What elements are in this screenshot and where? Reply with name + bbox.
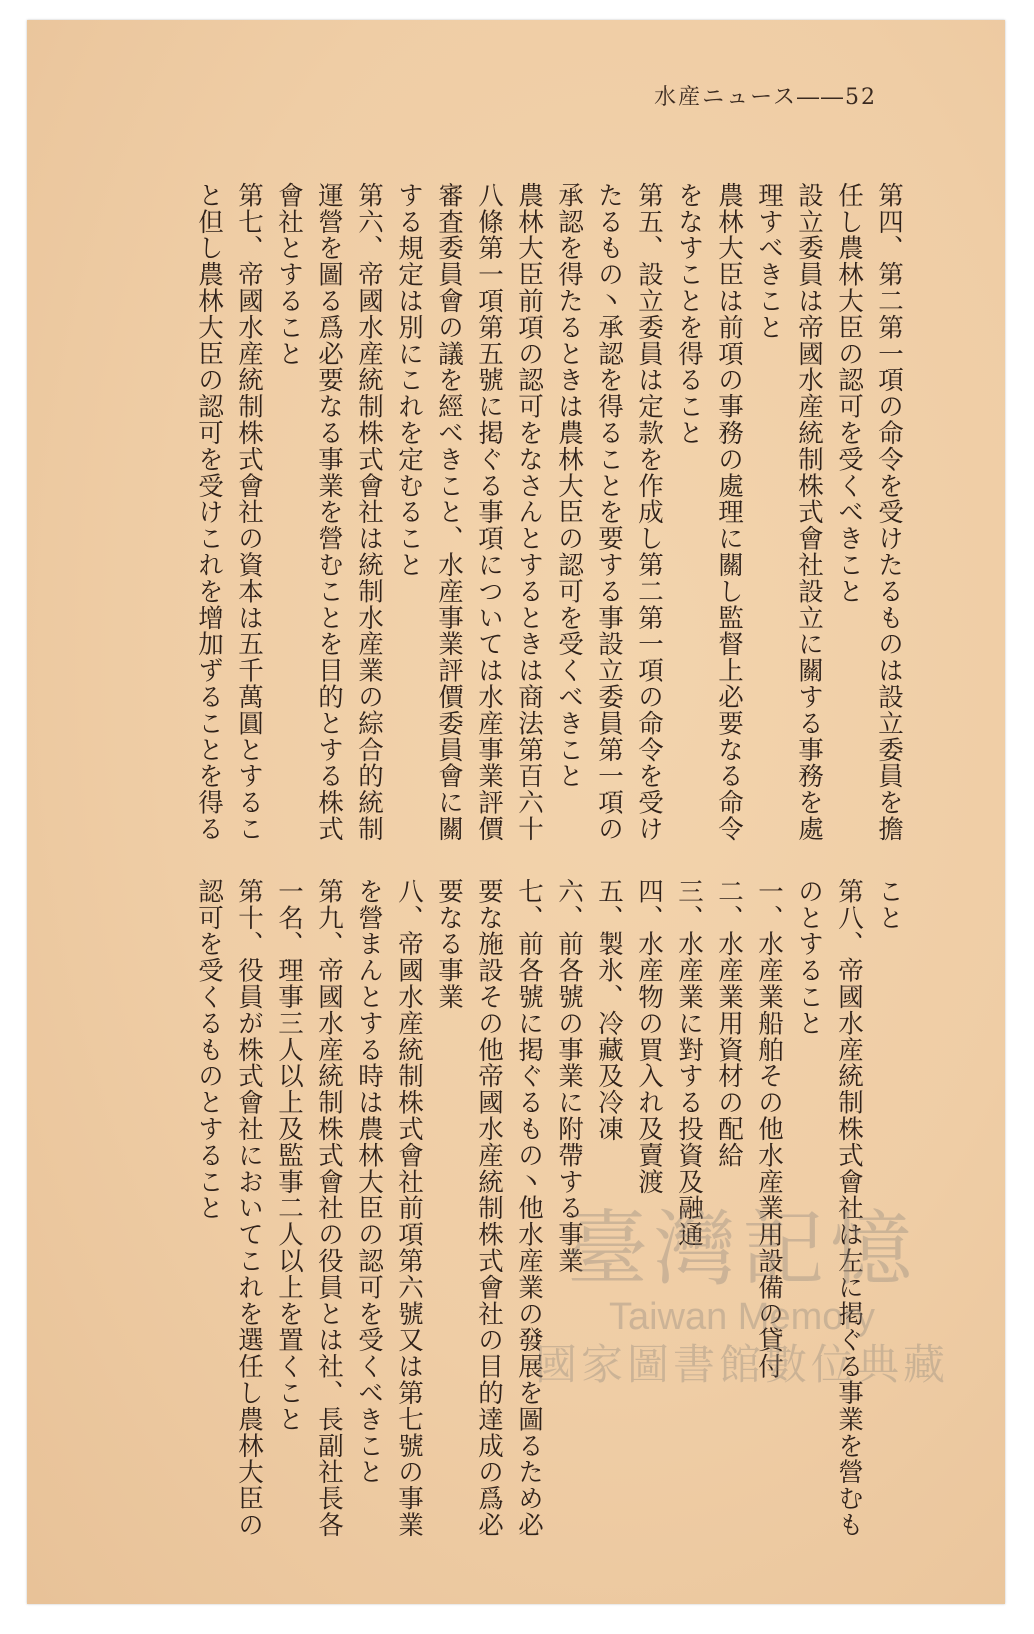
text-line: 要なる事業 bbox=[434, 878, 464, 1010]
text-line: 要な施設その他帝國水産統制株式會社の目的達成の爲必 bbox=[474, 878, 504, 1538]
text-line: 第六、帝國水産統制株式會社は統制水産業の綜合的統制 bbox=[354, 182, 384, 842]
text-line: 四、水産物の買入れ及賣渡 bbox=[634, 878, 664, 1195]
document-page bbox=[27, 20, 1005, 1604]
text-line: 一名、理事三人以上及監事二人以上を置くこと bbox=[274, 878, 304, 1433]
text-line: を營まんとする時は農林大臣の認可を受くべきこと bbox=[354, 878, 384, 1486]
watermark-chinese: 國家圖書館數位典藏 bbox=[534, 1340, 949, 1389]
text-line: 設立委員は帝國水産統制株式會社設立に關する事務を處 bbox=[794, 182, 824, 842]
text-line: こと bbox=[874, 878, 904, 931]
text-line: 會社とすること bbox=[274, 182, 304, 367]
text-line: 第八、帝國水産統制株式會社は左に掲ぐる事業を營むも bbox=[834, 878, 864, 1538]
text-line: する規定は別にこれを定むること bbox=[394, 182, 424, 578]
text-line: のとすること bbox=[794, 878, 824, 1037]
text-line: 第九、帝國水産統制株式會社の役員とは社、長副社長各 bbox=[314, 878, 344, 1538]
text-line: と但し農林大臣の認可を受けこれを增加ずることを得る bbox=[194, 182, 224, 842]
watermark-english: Taiwan Memory bbox=[608, 1296, 876, 1338]
text-line: 一、水産業船舶その他水産業用設備の貸付 bbox=[754, 878, 784, 1380]
text-line: 審査委員會の議を經べきこと、水産事業評價委員會に關 bbox=[434, 182, 464, 842]
text-line: 五、製氷、冷藏及冷凍 bbox=[594, 878, 624, 1142]
running-head: 水産ニュース――52 bbox=[654, 85, 877, 110]
text-line: をなすことを得ること bbox=[674, 182, 704, 446]
text-line: たるもの丶承認を得ることを要する事設立委員第一項の bbox=[594, 182, 624, 842]
watermark bbox=[482, 1202, 1002, 1391]
text-line: 第七、帝國水産統制株式會社の資本は五千萬圓とするこ bbox=[234, 182, 264, 842]
text-line: 第四、第二第一項の命令を受けたるものは設立委員を擔 bbox=[874, 182, 904, 842]
text-line: 六、前各號の事業に附帶する事業 bbox=[554, 878, 584, 1274]
text-line: 三、水産業に對する投資及融通 bbox=[674, 878, 704, 1248]
text-line: 任し農林大臣の認可を受くべきこと bbox=[834, 182, 864, 605]
upper-text-block bbox=[79, 182, 909, 842]
text-line: 農林大臣は前項の事務の處理に關し監督上必要なる命令 bbox=[714, 182, 744, 842]
text-line: 運營を圖る爲必要なる事業を營むことを目的とする株式 bbox=[314, 182, 344, 842]
text-line: 二、水産業用資材の配給 bbox=[714, 878, 744, 1169]
text-line: 承認を得たるときは農林大臣の認可を受くべきこと bbox=[554, 182, 584, 790]
text-line: 七、前各號に掲ぐるもの丶他水産業の發展を圖るため必 bbox=[514, 878, 544, 1538]
text-line: 第五、設立委員は定款を作成し第二第一項の命令を受け bbox=[634, 182, 664, 842]
text-line: 認可を受くるものとすること bbox=[194, 878, 224, 1222]
text-line: 八條第一項第五號に掲ぐる事項については水産事業評價 bbox=[474, 182, 504, 842]
text-line: 第十、役員が株式會社においてこれを選任し農林大臣の bbox=[234, 878, 264, 1538]
watermark-logo: 臺灣記憶 bbox=[565, 1202, 918, 1297]
text-line: 農林大臣前項の認可をなさんとするときは商法第百六十 bbox=[514, 182, 544, 842]
text-line: 八、帝國水産統制株式會社前項第六號又は第七號の事業 bbox=[394, 878, 424, 1538]
text-line: 理すべきこと bbox=[754, 182, 784, 341]
